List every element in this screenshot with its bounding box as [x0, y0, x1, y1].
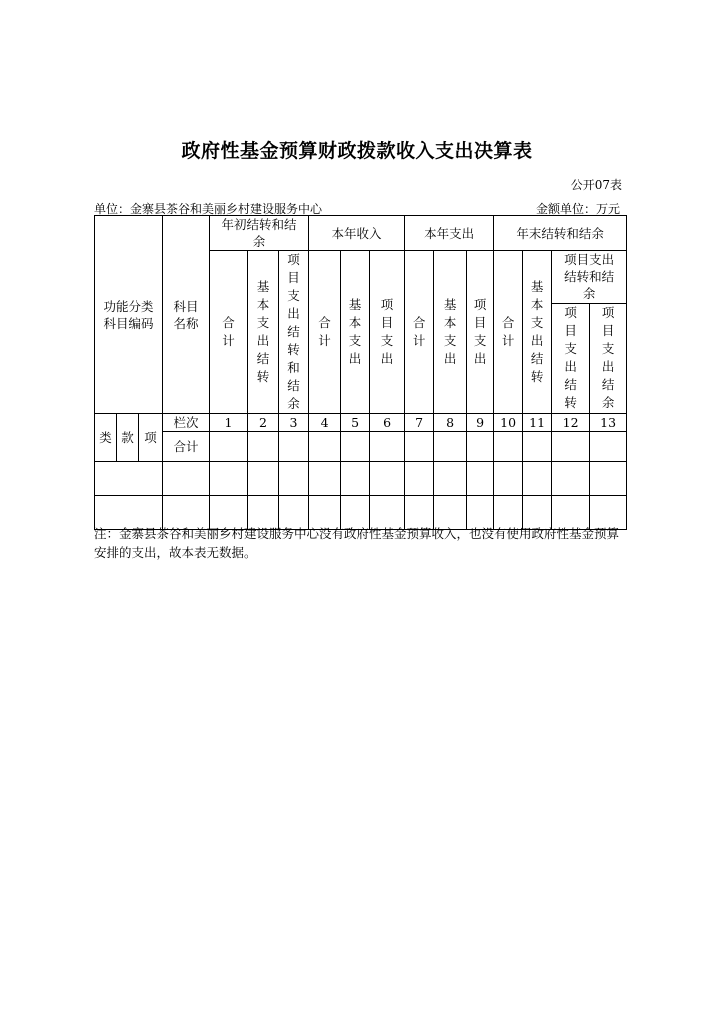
table-cell — [434, 432, 467, 462]
table-cell — [494, 462, 523, 496]
begin-project-carry-surplus-text: 项目支出结转和结余 — [287, 252, 300, 411]
table-cell — [552, 432, 590, 462]
expense-total-header — [405, 251, 434, 414]
budget-table — [94, 215, 627, 530]
table-cell — [523, 462, 552, 496]
table-cell — [279, 432, 309, 462]
end-balance-header: 年末结转和结余 — [494, 216, 627, 251]
expense-project-text: 项目支出 — [473, 297, 487, 366]
begin-balance-header — [210, 216, 309, 251]
table-cell — [370, 432, 405, 462]
func-code-header-text: 功能分类科目编码 — [103, 298, 154, 331]
column-number: 9 — [467, 414, 494, 432]
end-project-carry-surplus-text: 项目支出结转和结余 — [564, 252, 615, 302]
subject-name-header — [163, 216, 210, 414]
begin-total-header — [210, 251, 248, 414]
amount-unit-label: 金额单位：万元 — [535, 202, 620, 216]
table-cell — [248, 432, 279, 462]
table-cell — [434, 462, 467, 496]
column-number: 4 — [309, 414, 341, 432]
table-cell — [248, 462, 279, 496]
end-project-surplus-text: 项目支出结余 — [601, 305, 615, 411]
column-number: 1 — [210, 414, 248, 432]
table-cell — [341, 432, 370, 462]
table-cell — [309, 432, 341, 462]
form-number: 公开07表 — [570, 178, 622, 192]
end-project-carry-header — [552, 303, 590, 413]
column-number: 2 — [248, 414, 279, 432]
current-expense-header: 本年支出 — [405, 216, 494, 251]
column-number: 12 — [552, 414, 590, 432]
unit-label: 单位：金寨县茶谷和美丽乡村建设服务中心 — [94, 202, 323, 216]
column-number: 13 — [590, 414, 627, 432]
table-cell — [467, 432, 494, 462]
lei-header: 类 — [95, 414, 117, 462]
income-project-text: 项目支出 — [380, 297, 394, 366]
table-cell — [405, 432, 434, 462]
table-cell — [523, 432, 552, 462]
table-cell — [279, 462, 309, 496]
begin-balance-header-text: 年初结转和结余 — [221, 217, 297, 249]
end-total-header — [494, 251, 523, 414]
column-number: 8 — [434, 414, 467, 432]
expense-basic-header — [434, 251, 467, 414]
table-cell — [405, 462, 434, 496]
end-project-carry-text: 项目支出结转 — [564, 305, 577, 411]
end-project-carry-surplus-header — [552, 251, 627, 304]
table-cell — [341, 462, 370, 496]
end-basic-carry-text: 基本支出结转 — [530, 279, 544, 384]
column-number: 11 — [523, 414, 552, 432]
column-number: 7 — [405, 414, 434, 432]
page-title: 政府性基金预算财政拨款收入支出决算表 — [181, 140, 533, 162]
sum-row-label: 合计 — [163, 432, 210, 462]
table-cell — [163, 462, 210, 496]
income-basic-text: 基本支出 — [348, 297, 362, 366]
table-cell — [590, 462, 627, 496]
subject-name-header-text: 科目名称 — [173, 298, 199, 331]
end-basic-carry-header — [523, 251, 552, 414]
column-number: 5 — [341, 414, 370, 432]
func-code-header — [95, 216, 163, 414]
income-total-text: 合计 — [318, 315, 331, 348]
table-cell — [370, 462, 405, 496]
column-number: 10 — [494, 414, 523, 432]
table-cell — [494, 432, 523, 462]
table-cell — [552, 462, 590, 496]
column-number: 3 — [279, 414, 309, 432]
begin-basic-carry-text: 基本支出结转 — [256, 279, 270, 384]
end-project-surplus-header — [590, 303, 627, 413]
begin-total-text: 合计 — [222, 315, 235, 348]
column-number: 6 — [370, 414, 405, 432]
expense-total-text: 合计 — [412, 315, 426, 348]
income-total-header — [309, 251, 341, 414]
table-cell — [467, 462, 494, 496]
footnote: 注：金寨县茶谷和美丽乡村建设服务中心没有政府性基金预算收入，也没有使用政府性基金预算安排的支出，故本表无数据。 — [94, 526, 620, 560]
table-row — [95, 462, 627, 496]
kuan-header: 款 — [117, 414, 139, 462]
current-income-header: 本年收入 — [309, 216, 405, 251]
table-cell — [590, 432, 627, 462]
table-cell — [95, 462, 163, 496]
xiang-header: 项 — [139, 414, 163, 462]
table-cell — [210, 462, 248, 496]
table-cell — [309, 462, 341, 496]
income-project-header — [370, 251, 405, 414]
income-basic-header — [341, 251, 370, 414]
begin-basic-carry-header — [248, 251, 279, 414]
table-cell — [210, 432, 248, 462]
expense-project-header — [467, 251, 494, 414]
begin-project-carry-surplus-header — [279, 251, 309, 414]
end-total-text: 合计 — [501, 315, 515, 348]
expense-basic-text: 基本支出 — [443, 297, 457, 366]
column-no-label: 栏次 — [163, 414, 210, 432]
